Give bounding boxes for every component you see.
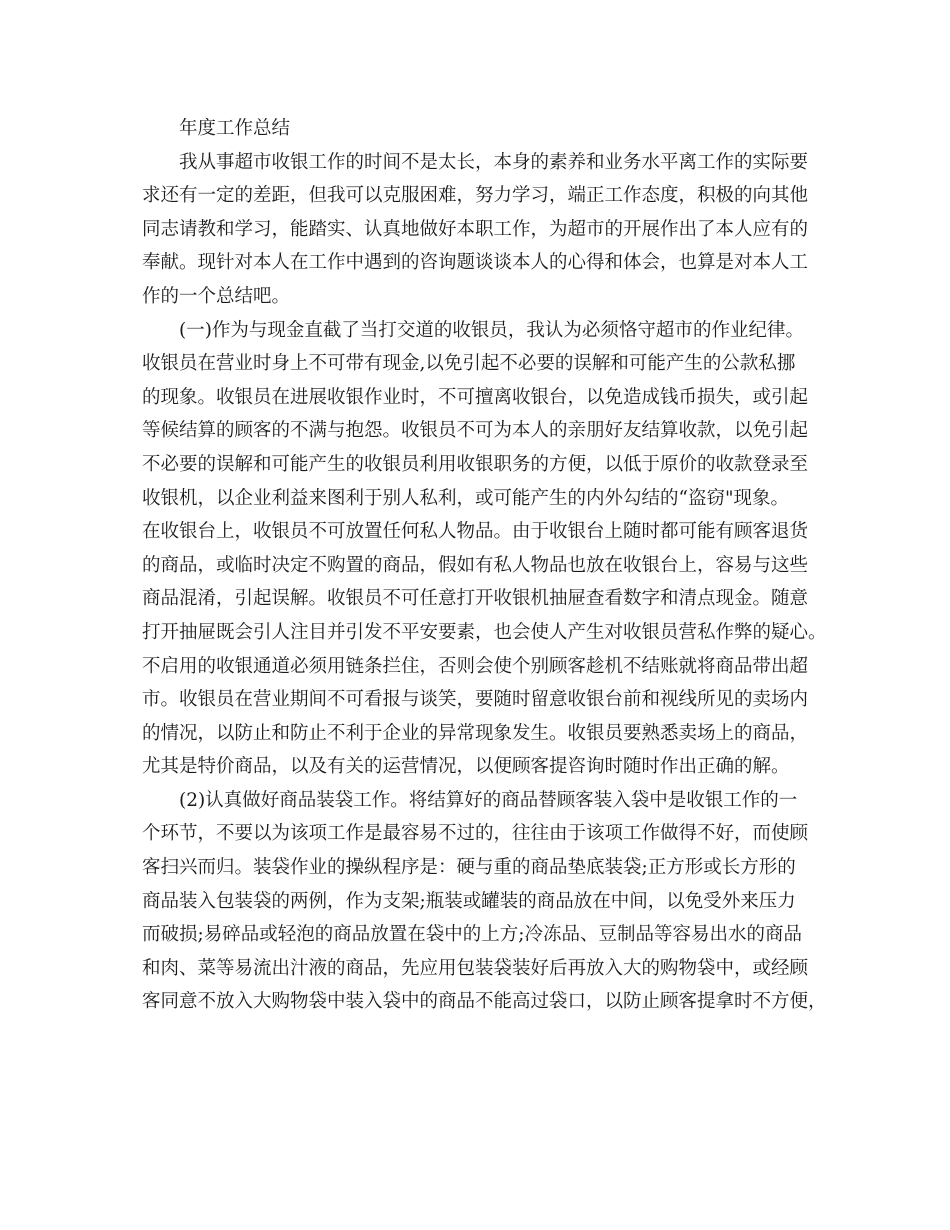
text-line: (一)作为与现金直截了当打交道的收银员，我认为必须恪守超市的作业纪律。 — [179, 319, 804, 341]
text-line: 和肉、菜等易流出汁液的商品，先应用包装袋装好后再放入大的购物袋中，或经顾 — [142, 957, 809, 979]
text-line: 我从事超市收银工作的时间不是太长，本身的素养和业务水平离工作的实际要 — [179, 151, 809, 173]
text-line: 不必要的误解和可能产生的收银员利用收银职务的方便，以低于原价的收款登录至 — [142, 453, 809, 475]
text-line: 个环节，不要以为该项工作是最容易不过的，往往由于该项工作做得不好，而使顾 — [142, 823, 809, 845]
text-line: 的情况，以防止和防止不利于企业的异常现象发生。收银员要熟悉卖场上的商品， — [142, 722, 809, 744]
text-line: 市。收银员在营业期间不可看报与谈笑，要随时留意收银台前和视线所见的卖场内 — [142, 689, 809, 711]
text-line: 尤其是特价商品，以及有关的运营情况，以便顾客提咨询时随时作出正确的解。 — [142, 756, 790, 778]
document-body — [142, 112, 827, 1019]
text-line: 不启用的收银通道必须用链条拦住，否则会使个别顾客趁机不结账就将商品带出超 — [142, 655, 809, 677]
text-line: 在收银台上，收银员不可放置任何私人物品。由于收银台上随时都可能有顾客退货 — [142, 521, 809, 543]
document-title: 年度工作总结 — [179, 118, 291, 139]
text-line: 而破损;易碎品或轻泡的商品放置在袋中的上方;冷冻品、豆制品等容易出水的商品 — [142, 924, 802, 946]
text-line: 求还有一定的差距，但我可以克服困难，努力学习，端正工作态度，积极的向其他 — [142, 185, 809, 207]
text-line: 的商品，或临时决定不购置的商品，假如有私人物品也放在收银台上，容易与这些 — [142, 554, 809, 576]
text-line: 客同意不放入大购物袋中装入袋中的商品不能高过袋口，以防止顾客提拿时不方便， — [142, 991, 827, 1013]
text-line: 收银机，以企业利益来图利于别人私利，或可能产生的内外勾结的“盗窃"现象。 — [142, 487, 789, 509]
text-line: 作的一个总结吧。 — [142, 285, 291, 307]
text-line: 商品装入包装袋的两例，作为支架;瓶装或罐装的商品放在中间，以免受外来压力 — [142, 890, 796, 912]
text-line: 商品混淆，引起误解。收银员不可任意打开收银机抽屉查看数字和清点现金。随意 — [142, 588, 809, 610]
text-line: 打开抽屉既会引人注目并引发不平安要素，也会使人产生对收银员营私作弊的疑心。 — [142, 621, 827, 643]
text-line: 同志请教和学习，能踏实、认真地做好本职工作，为超市的开展作出了本人应有的 — [142, 218, 809, 240]
text-line: 客扫兴而归。装袋作业的操纵程序是：硬与重的商品垫底装袋;正方形或长方形的 — [142, 857, 796, 879]
text-line: 收银员在营业时身上不可带有现金,以免引起不必要的误解和可能产生的公款私挪 — [142, 353, 796, 375]
text-line: 奉献。现针对本人在工作中遇到的咨询题谈谈本人的心得和体会，也算是对本人工 — [142, 252, 809, 274]
text-line: 等候结算的顾客的不满与抱怨。收银员不可为本人的亲朋好友结算收款，以免引起 — [142, 420, 809, 442]
text-line: 的现象。收银员在进展收银作业时，不可擅离收银台，以免造成钱币损失，或引起 — [142, 386, 809, 408]
text-line: (2)认真做好商品装袋工作。将结算好的商品替顾客装入袋中是收银工作的一 — [179, 789, 798, 811]
